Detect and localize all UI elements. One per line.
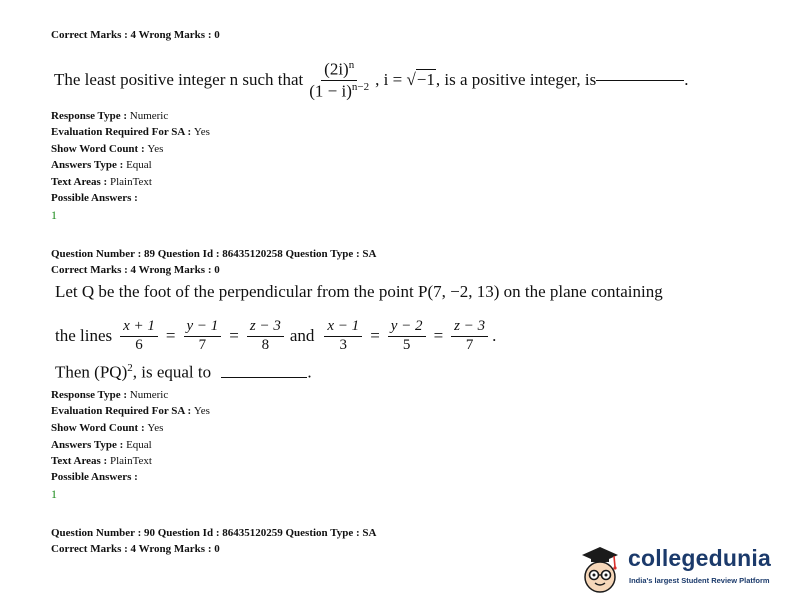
q89-line2-z: $\frac{z - 3}{7}$ (451, 319, 488, 354)
q90-header: Question Number : 90 Question Id : 86435120259 Question Type : SA (51, 527, 377, 539)
q89-word-count: Show Word Count : Yes (51, 422, 164, 434)
q89-answer-value: 1 (51, 487, 57, 501)
q89-text-areas: Text Areas : PlainText (51, 455, 152, 467)
q89-line2-x: $\frac{x - 1}{3}$ (324, 319, 362, 354)
q89-answers-type: Answers Type : Equal (51, 439, 152, 451)
q89-line1-x: $\frac{x + 1}{6}$ (120, 319, 158, 354)
q88-stem-suffix: , is a positive integer, is (435, 70, 597, 89)
logo-tagline: India's largest Student Review Platform (629, 576, 770, 585)
q89-header: Question Number : 89 Question Id : 86435120258 Question Type : SA (51, 248, 377, 260)
q88-answers-type: Answers Type : Equal (51, 159, 152, 171)
q88-condition: , i = √−1 (375, 70, 435, 89)
q88-stem-prefix: The least positive integer n such that (54, 70, 304, 89)
q88-fraction (306, 60, 372, 100)
q88-text-areas: Text Areas : PlainText (51, 176, 152, 188)
collegedunia-logo (574, 541, 784, 597)
q89-stem-line3: Then (PQ)$^2$, is equal to . (55, 362, 312, 382)
q89-stem-line2: the lines $\frac{x + 1}{6}$ = $\frac{y - 1}{7}$ = $\frac{z - 3}{8}$ and $\frac{x - 1}{3}$ = $\frac{y - 2}{5}$ = $\frac{z - 3}{7}$ . (55, 317, 497, 353)
q89-line2-y: $\frac{y - 2}{5}$ (388, 319, 426, 354)
q89-response-type: Response Type : Numeric (51, 389, 169, 401)
q88-eval-required: Evaluation Required For SA : Yes (51, 126, 210, 138)
q89-stem-line1: Let Q be the foot of the perpendicular from the point P(7, −2, 13) on the plane containing (55, 282, 663, 301)
q89-and: and (289, 326, 315, 345)
q88-frac-denominator: $(1 - i)^{n-2}$ (309, 80, 370, 101)
q88-word-count: Show Word Count : Yes (51, 143, 164, 155)
q88-marks: Correct Marks : 4 Wrong Marks : 0 (51, 29, 220, 41)
q89-possible-answers-label: Possible Answers : (51, 471, 138, 483)
q89-marks: Correct Marks : 4 Wrong Marks : 0 (51, 264, 220, 276)
q88-stem: The least positive integer n such that $\frac{(2i)^n}{(1 - i)^{n-2}}$ , i = √−1 , is a positive integer, is . (54, 59, 689, 101)
logo-wordmark: collegedunia (628, 545, 771, 571)
q89-line1-y: $\frac{y - 1}{7}$ (184, 319, 222, 354)
q88-answer-value: 1 (51, 208, 57, 222)
q88-answer-blank (596, 80, 684, 81)
q88-possible-answers-label: Possible Answers : (51, 192, 138, 204)
mascot-icon (574, 541, 626, 597)
q89-lines-label: the lines (55, 326, 113, 345)
q88-frac-numerator: $(2i)^n$ (321, 60, 357, 81)
q88-response-type: Response Type : Numeric (51, 110, 169, 122)
q89-line1-z: $\frac{z - 3}{8}$ (247, 319, 284, 354)
q90-marks: Correct Marks : 4 Wrong Marks : 0 (51, 543, 220, 555)
q89-eval-required: Evaluation Required For SA : Yes (51, 405, 210, 417)
q89-answer-blank (221, 377, 307, 378)
